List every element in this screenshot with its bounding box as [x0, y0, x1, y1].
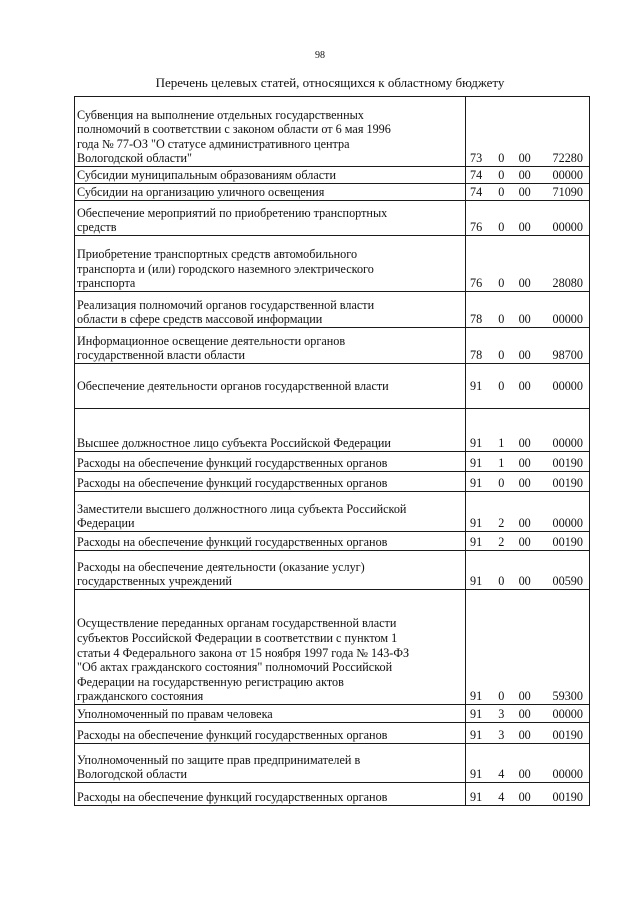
- code-program: 76: [470, 276, 483, 291]
- code-direction: 00000: [552, 378, 583, 393]
- row-code: [466, 783, 590, 806]
- code-direction: 00590: [552, 574, 583, 589]
- row-name: Субсидии муниципальным образованиям области: [75, 167, 466, 184]
- code-direction: 28080: [552, 276, 583, 291]
- code-subprogram: 4: [498, 790, 505, 805]
- row-name: Расходы на обеспечение функций государственных органов: [75, 783, 466, 806]
- row-name: Высшее должностное лицо субъекта Российской Федерации: [75, 409, 466, 452]
- code-program: 91: [470, 790, 483, 805]
- row-name: Обеспечение мероприятий по приобретению транспортных средств: [75, 201, 466, 236]
- row-code: [466, 184, 590, 201]
- code-subprogram: 3: [498, 728, 505, 743]
- row-name: Расходы на обеспечение функций государственных органов: [75, 723, 466, 744]
- code-subprogram: 0: [498, 312, 505, 327]
- code-direction: 00000: [552, 220, 583, 235]
- row-code: [466, 723, 590, 744]
- code-program: 91: [470, 689, 483, 704]
- code-subprogram: 0: [498, 168, 505, 183]
- code-subprogram: 0: [498, 378, 505, 393]
- code-program: 73: [470, 151, 483, 166]
- code-subprogram: 4: [498, 767, 505, 782]
- code-direction: 72280: [552, 151, 583, 166]
- code-subprogram: 0: [498, 476, 505, 491]
- page-number: 98: [315, 50, 325, 61]
- code-direction: 00000: [552, 312, 583, 327]
- code-main-activity: 00: [518, 574, 531, 589]
- code-direction: 00000: [552, 168, 583, 183]
- table-row: [75, 236, 590, 292]
- code-main-activity: 00: [518, 476, 531, 491]
- table-row: [75, 723, 590, 744]
- row-code: [466, 328, 590, 364]
- row-code: [466, 705, 590, 723]
- code-main-activity: 00: [518, 378, 531, 393]
- code-direction: 00190: [552, 476, 583, 491]
- document-title: Перечень целевых статей, относящихся к областному бюджету: [155, 75, 505, 90]
- row-code: [466, 236, 590, 292]
- code-program: 91: [470, 535, 483, 550]
- code-direction: 98700: [552, 348, 583, 363]
- code-main-activity: 00: [518, 220, 531, 235]
- code-main-activity: 00: [518, 535, 531, 550]
- table-row: [75, 452, 590, 472]
- row-name: Осуществление переданных органам государственной власти субъектов Российской Федерации в соответствии с пунктом 1 статьи 4 Федерального закона от 15 ноября 1997 года № 143-ФЗ "Об актах гражданского состояния" полномочий Российской Федерации на государственную регистрацию актов гражданского состояния: [75, 590, 466, 705]
- code-program: 91: [470, 767, 483, 782]
- row-name: Уполномоченный по защите прав предпринимателей в Вологодской области: [75, 744, 466, 783]
- code-program: 91: [470, 476, 483, 491]
- code-subprogram: 3: [498, 707, 505, 722]
- code-subprogram: 0: [498, 689, 505, 704]
- code-subprogram: 0: [498, 185, 505, 200]
- code-main-activity: 00: [518, 728, 531, 743]
- code-main-activity: 00: [518, 348, 531, 363]
- row-code: [466, 167, 590, 184]
- code-main-activity: 00: [518, 790, 531, 805]
- table-row: [75, 292, 590, 328]
- code-subprogram: 0: [498, 151, 505, 166]
- row-name: Приобретение транспортных средств автомобильного транспорта и (или) городского наземного электрического транспорта: [75, 236, 466, 292]
- row-code: [466, 472, 590, 492]
- row-name: Субвенция на выполнение отдельных государственных полномочий в соответствии с законом области от 6 мая 1996 года № 77-ОЗ "О статусе административного центра Вологодской области": [75, 97, 466, 167]
- code-subprogram: 2: [498, 535, 505, 550]
- code-program: 91: [470, 728, 483, 743]
- row-code: [466, 492, 590, 532]
- code-main-activity: 00: [518, 436, 531, 451]
- code-program: 91: [470, 574, 483, 589]
- code-program: 91: [470, 516, 483, 531]
- row-name: Реализация полномочий органов государственной власти области в сфере средств массовой информации: [75, 292, 466, 328]
- code-direction: 00190: [552, 790, 583, 805]
- table-row: [75, 184, 590, 201]
- target-articles-table: [74, 96, 590, 806]
- code-direction: 71090: [552, 185, 583, 200]
- table-row: [75, 167, 590, 184]
- row-name: Уполномоченный по правам человека: [75, 705, 466, 723]
- row-code: [466, 97, 590, 167]
- row-name: Обеспечение деятельности органов государственной власти: [75, 364, 466, 409]
- code-main-activity: 00: [518, 689, 531, 704]
- code-direction: 00000: [552, 516, 583, 531]
- code-program: 91: [470, 436, 483, 451]
- code-program: 74: [470, 185, 483, 200]
- row-code: [466, 364, 590, 409]
- code-main-activity: 00: [518, 516, 531, 531]
- code-direction: 00190: [552, 535, 583, 550]
- row-code: [466, 590, 590, 705]
- row-code: [466, 292, 590, 328]
- row-name: Расходы на обеспечение функций государственных органов: [75, 532, 466, 551]
- code-direction: 59300: [552, 689, 583, 704]
- code-main-activity: 00: [518, 151, 531, 166]
- code-main-activity: 00: [518, 767, 531, 782]
- code-main-activity: 00: [518, 168, 531, 183]
- code-program: 91: [470, 378, 483, 393]
- code-program: 78: [470, 312, 483, 327]
- code-subprogram: 0: [498, 348, 505, 363]
- row-name: Расходы на обеспечение деятельности (оказание услуг) государственных учреждений: [75, 551, 466, 590]
- code-program: 74: [470, 168, 483, 183]
- row-name: Расходы на обеспечение функций государственных органов: [75, 452, 466, 472]
- table-row: [75, 201, 590, 236]
- table-row: [75, 364, 590, 409]
- row-code: [466, 201, 590, 236]
- code-subprogram: 0: [498, 276, 505, 291]
- table-row: [75, 705, 590, 723]
- table-row: [75, 409, 590, 452]
- code-program: 91: [470, 456, 483, 471]
- code-program: 76: [470, 220, 483, 235]
- table-row: [75, 492, 590, 532]
- table-row: [75, 97, 590, 167]
- code-subprogram: 0: [498, 574, 505, 589]
- row-name: Информационное освещение деятельности органов государственной власти области: [75, 328, 466, 364]
- code-main-activity: 00: [518, 185, 531, 200]
- code-main-activity: 00: [518, 707, 531, 722]
- row-name: Заместители высшего должностного лица субъекта Российской Федерации: [75, 492, 466, 532]
- table-row: [75, 532, 590, 551]
- code-main-activity: 00: [518, 456, 531, 471]
- row-code: [466, 532, 590, 551]
- table-row: [75, 551, 590, 590]
- code-direction: 00000: [552, 707, 583, 722]
- code-direction: 00190: [552, 728, 583, 743]
- code-subprogram: 2: [498, 516, 505, 531]
- code-subprogram: 1: [498, 456, 505, 471]
- code-direction: 00000: [552, 436, 583, 451]
- code-program: 91: [470, 707, 483, 722]
- row-code: [466, 744, 590, 783]
- code-direction: 00000: [552, 767, 583, 782]
- row-code: [466, 551, 590, 590]
- table-row: [75, 472, 590, 492]
- row-name: Расходы на обеспечение функций государственных органов: [75, 472, 466, 492]
- row-name: Субсидии на организацию уличного освещения: [75, 184, 466, 201]
- code-subprogram: 1: [498, 436, 505, 451]
- code-main-activity: 00: [518, 312, 531, 327]
- table-row: [75, 328, 590, 364]
- code-main-activity: 00: [518, 276, 531, 291]
- code-direction: 00190: [552, 456, 583, 471]
- code-subprogram: 0: [498, 220, 505, 235]
- code-program: 78: [470, 348, 483, 363]
- row-code: [466, 452, 590, 472]
- table-row: [75, 783, 590, 806]
- table-row: [75, 744, 590, 783]
- row-code: [466, 409, 590, 452]
- table-row: [75, 590, 590, 705]
